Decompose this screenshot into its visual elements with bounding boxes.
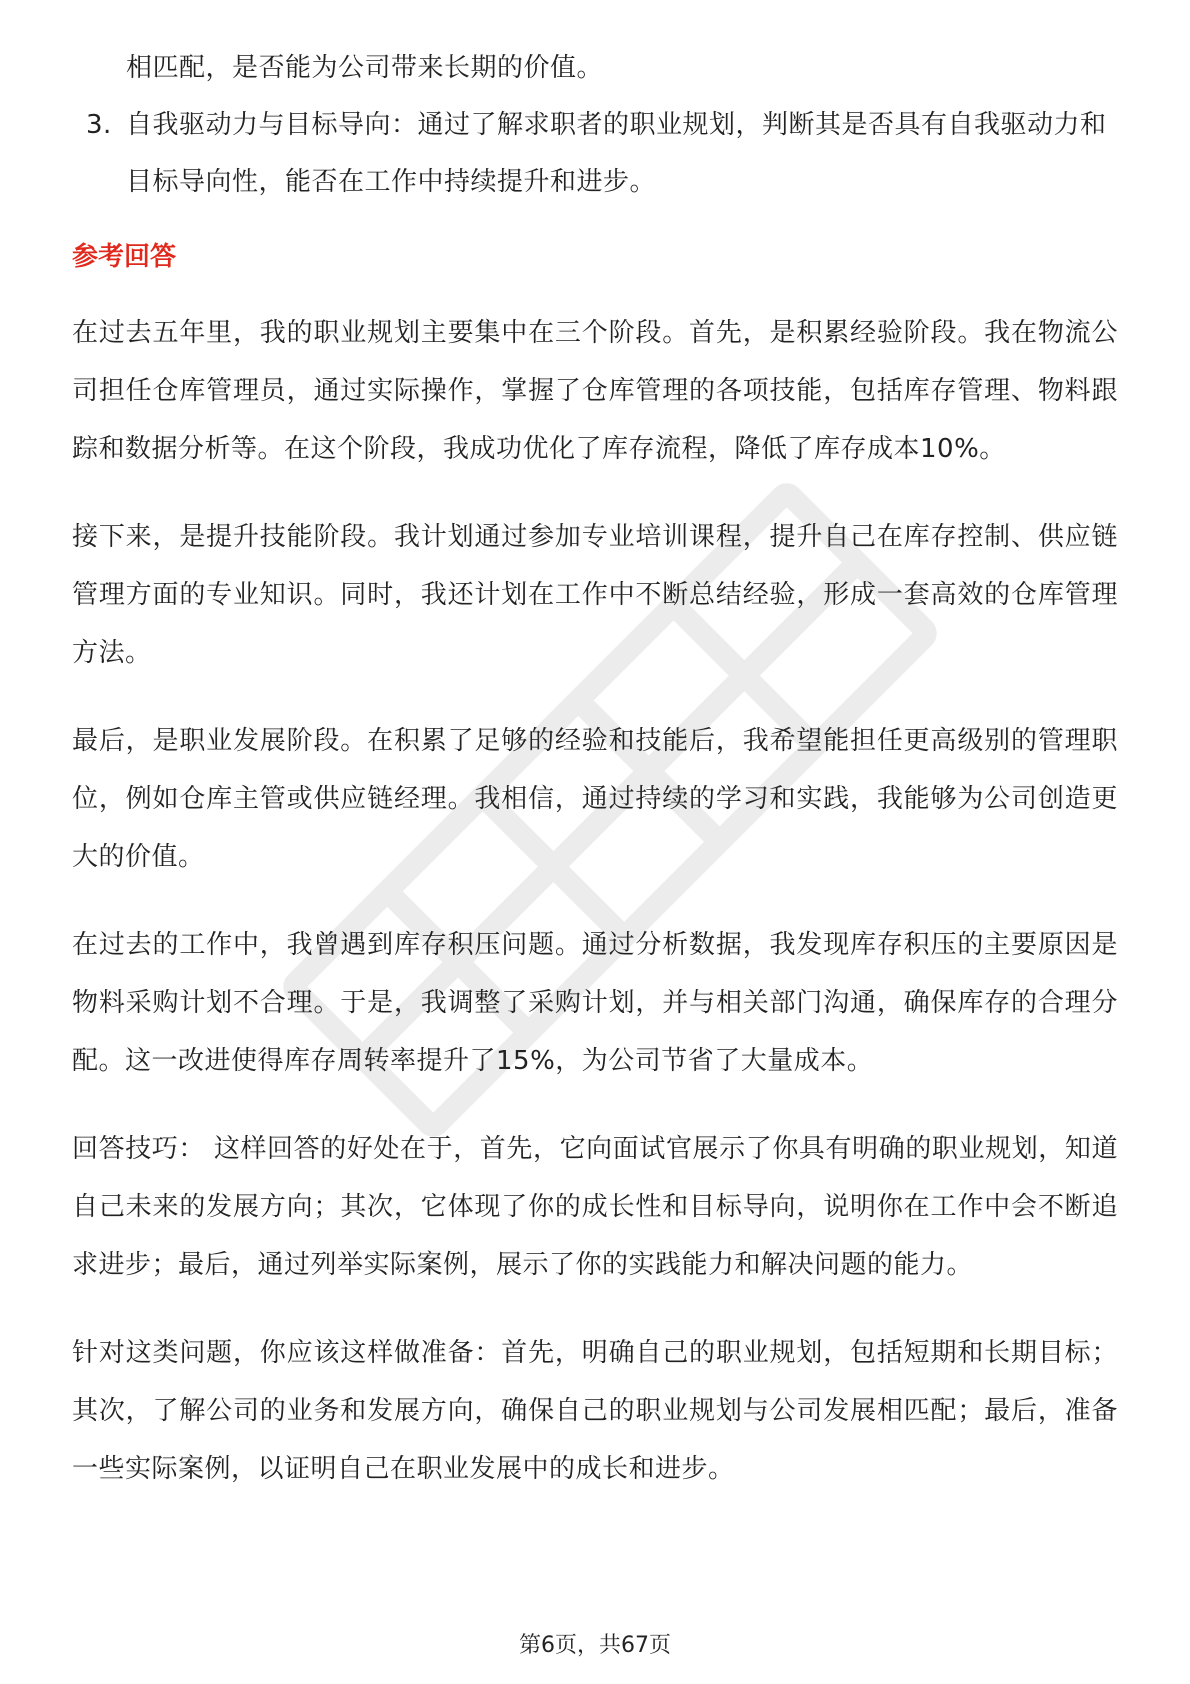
document-body (72, 40, 1118, 1528)
list-number: 3. (86, 110, 112, 140)
paragraph-stage-one: 在过去五年里，我的职业规划主要集中在三个阶段。首先，是积累经验阶段。我在物流公司担任仓库管理员，通过实际操作，掌握了仓库管理的各项技能，包括库存管理、物料跟踪和数据分析等。在这个阶段，我成功优化了库存流程，降低了库存成本10%。 (72, 318, 1118, 464)
page-number-footer: 第6页，共67页 (519, 1633, 671, 1658)
list-item-continuation: 相匹配，是否能为公司带来长期的价值。 (126, 53, 604, 83)
paragraph-stage-three: 最后，是职业发展阶段。在积累了足够的经验和技能后，我希望能担任更高级别的管理职位，例如仓库主管或供应链经理。我相信，通过持续的学习和实践，我能够为公司创造更大的价值。 (72, 726, 1118, 872)
paragraph-preparation: 针对这类问题，你应该这样做准备：首先，明确自己的职业规划，包括短期和长期目标；其次，了解公司的业务和发展方向，确保自己的职业规划与公司发展相匹配；最后，准备一些实际案例，以证明自己在职业发展中的成长和进步。 (72, 1338, 1118, 1484)
section-title-reference-answer: 参考回答 (72, 242, 177, 272)
list-item-text: 自我驱动力与目标导向：通过了解求职者的职业规划，判断其是否具有自我驱动力和目标导向性，能否在工作中持续提升和进步。 (126, 110, 1107, 197)
paragraph-case-example: 在过去的工作中，我曾遇到库存积压问题。通过分析数据，我发现库存积压的主要原因是物料采购计划不合理。于是，我调整了采购计划，并与相关部门沟通，确保库存的合理分配。这一改进使得库存周转率提升了15%，为公司节省了大量成本。 (72, 930, 1118, 1076)
paragraph-stage-two: 接下来，是提升技能阶段。我计划通过参加专业培训课程，提升自己在库存控制、供应链管理方面的专业知识。同时，我还计划在工作中不断总结经验，形成一套高效的仓库管理方法。 (72, 522, 1118, 668)
list-item-3 (72, 97, 1118, 211)
paragraph-answer-tips: 回答技巧： 这样回答的好处在于，首先，它向面试官展示了你具有明确的职业规划，知道自己未来的发展方向；其次，它体现了你的成长性和目标导向，说明你在工作中会不断追求进步；最后，通过列举实际案例，展示了你的实践能力和解决问题的能力。 (72, 1134, 1118, 1280)
